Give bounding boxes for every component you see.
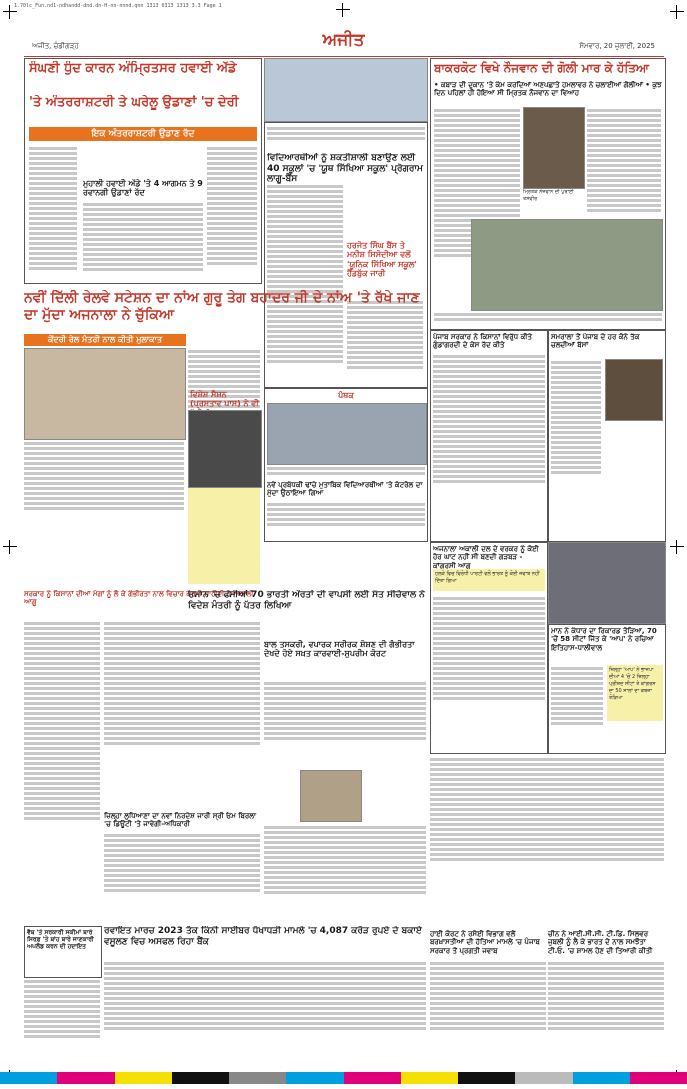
registration-mark (3, 5, 17, 19)
education-photo (264, 58, 428, 122)
fog-inner-head: ਮੁਹਾਲੀ ਹਵਾਈ ਅੱਡੇ 'ਤੇ 4 ਆਗਮਨ ਤੇ 9 ਰਵਾਨਗੀ ਉਡਾਣਾਂ ਰੱਦ (83, 179, 203, 198)
oman-body (104, 620, 260, 810)
court-body (264, 680, 426, 770)
sarkar-headline: ਸਰਕਾਰ ਨੂੰ ਕਿਸਾਨਾਂ ਦੀਆਂ ਮੰਗਾਂ ਨੂੰ ਲੈ ਕੇ ਗੰਭੀਰਤਾ ਨਾਲ ਵਿਚਾਰ ਕਰਨੀ ਚਾਹੀਦੀ ਹੈ-ਅਕਾਲੀ ਆਗੂ (24, 590, 254, 607)
panth-photo (267, 403, 427, 465)
kandahar-photo (548, 542, 666, 624)
transport-story (548, 330, 666, 542)
oman-headline: ਓਮਾਨ 'ਚ ਫਸੀਆਂ 70 ਭਾਰਤੀ ਔਰਤਾਂ ਦੀ ਵਾਪਸੀ ਲਈ ਸੰਤ ਸੀਚੇਵਾਲ ਨੇ ਵਿਦੇਸ਼ ਮੰਤਰੀ ਨੂੰ ਪੱਤਰ ਲਿਖਿਆ (188, 590, 425, 611)
jail-court-headline: ਜ਼ਿਲ੍ਹਾ ਲੁਧਿਆਣਾ ਦਾ ਨਵਾਂ ਨਿਰਦੇਸ਼ ਜਾਰੀ ਸ੍ਰੀ ਓਮ ਬਿਰਲਾ 'ਚ ਡਿਊਟੀ 'ਤੇ ਜਾਵੇਗੀ-ਅਧਿਕਾਰੀ (104, 812, 256, 829)
panth-body (267, 501, 425, 539)
left-box-headline: ਵੈਬ 'ਤੇ ਸਰਕਾਰੀ ਸਕੀਮਾਂ ਬਾਰੇ ਸਿਰਫ਼ 'ਤੇ ਬਾਂਹ ਬਾਰੇ ਜਾਣਕਾਰੀ ਅਪਲੋਡ ਕਰਨ ਦੀ ਹਦਾਇਤ (27, 929, 94, 951)
court-photo (300, 770, 362, 822)
transport-photo (605, 359, 663, 421)
registration-mark (670, 540, 684, 554)
court-headline: ਬਾਲ ਤਸਕਰੀ, ਵਪਾਰਕ ਸਰੀਰਕ ਸ਼ੋਸ਼ਣ ਦੀ ਗੰਭੀਰਤਾ ਦੇਖਦੇ ਹੋਏ ਸਖ਼ਤ ਕਾਰਵਾਈ-ਸੁਪਰੀਮ ਕੋਰਟ (264, 640, 415, 659)
education-story (264, 122, 428, 388)
shooting-caption (434, 311, 662, 327)
shooting-headline: ਬਾਕਰਕੋਟ ਵਿਖੇ ਨੌਜਵਾਨ ਦੀ ਗੋਲੀ ਮਾਰ ਕੇ ਹੱਤਿਆ (434, 61, 649, 75)
kandahar-story (548, 624, 666, 754)
court-body-2 (264, 824, 426, 934)
shooting-bullets: • ਕਬਾੜ ਦੀ ਦੁਕਾਨ 'ਤੇ ਕੰਮ ਕਰਦਿਆਂ ਅਣਪਛਾਤੇ ਹਮਲਾਵਰ ਨੇ ਚਲਾਈਆਂ ਗੋਲੀਆਂ • ਕੁਝ ਦਿਨ ਪਹਿਲਾਂ ਹੀ ਹੋਇਆ ਸੀ ਮ੍ਰਿਤਕ ਨੌਜਵਾਨ ਦਾ ਵਿਆਹ (434, 81, 662, 98)
edu-caption (267, 125, 425, 151)
edu-headline: ਵਿਦਿਆਰਥੀਆਂ ਨੂੰ ਸ਼ਕਤੀਸ਼ਾਲੀ ਬਣਾਉਣ ਲਈ 40 ਸਕੂਲਾਂ 'ਚ 'ਯੂਥ ਸਿੱਖਿਆ ਸਕੂਲ' ਪ੍ਰੋਗਰਾਮ ਲਾਗੂ-ਬੈਂਸ (267, 153, 423, 185)
kandahar-box-text: ਜ਼ਿਲ੍ਹਾ 'ਆਪ' ਨੇ ਭਾਜਪਾ ਦੀਆਂ 4 'ਚੋਂ 2 ਜ਼ਿਲ੍ਹਾ ਪ੍ਰੀਸ਼ਦ ਸੀਟਾਂ ਤੇ ਕਾਂਗਰਸ ਦਾ 50 ਸਾਲਾਂ ਦਾ ਕਬਜ਼ਾ ਤੋੜਿਆ (609, 667, 656, 701)
victim-photo (523, 107, 585, 189)
bottom-mid-body (430, 960, 546, 1070)
victim-photo-caption: ਮ੍ਰਿਤਕ ਨੌਜਵਾਨ ਦੀ ਪੁਰਾਣੀ ਤਸਵੀਰ (523, 189, 574, 202)
fog-story (24, 58, 262, 284)
left-column-body (24, 620, 100, 920)
panth-caption (267, 465, 425, 479)
crime-scene-photo (471, 219, 663, 311)
protest-box-text: ਹਲਕੇ ਵਿਚ ਵਿਰੋਧੀ ਪਾਰਟੀ ਵਲੋਂ ਭਾਰਤ ਨੂੰ ਕੋਈ ਜਵਾਬ ਨਹੀਂ ਦਿੱਤਾ ਗਿਆ (435, 571, 540, 584)
police-story (430, 542, 548, 754)
edu-quote: ਹਰਜੋਤ ਸਿੰਘ ਬੈਂਸ ਤੇ ਮਨੀਸ਼ ਸਿਸੋਦੀਆ ਵਲੋਂ 'ਯੂਨਿਕ ਸਿੱਖਿਆ ਸਕੂਲ' ਹੈਂਡਬੁੱਕ ਜਾਰੀ (347, 241, 417, 279)
leader-photo (188, 410, 262, 488)
railway-subhead: ਕੇਂਦਰੀ ਰੇਲ ਮੰਤਰੀ ਨਾਲ ਕੀਤੀ ਮੁਲਾਕਾਤ (24, 334, 186, 346)
kandahar-box (607, 665, 663, 721)
railway-body (24, 440, 184, 540)
transport-headline: ਸਮਰਾਲਾ ਤੋਂ ਪੰਜਾਬ ਦੇ ਹਰ ਕੋਨੇ ਤੱਕ ਚਲਦੀਆਂ ਬੱਸਾਂ (551, 333, 640, 350)
registration-mark (3, 540, 17, 554)
masthead-date: ਸੋਮਵਾਰ, 20 ਜ਼ੁਲਾਈ, 2025 (579, 42, 655, 50)
shooting-body-2 (587, 107, 661, 227)
kandahar-headline: ਮਾਨ ਨੇ ਕੰਧਾਰ ਦਾ ਰਿਕਾਰਡ ਤੋੜਿਆ, 70 'ਚੋਂ 58 ਸੀਟਾਂ ਜਿੱਤ ਕੇ 'ਆਪ' ਨੇ ਰਚਿਆ ਇਤਿਹਾਸ-ਧਾਲੀਵਾਲ (551, 627, 657, 652)
fog-headline-2: 'ਤੇ ਅੰਤਰਰਾਸ਼ਟਰੀ ਤੇ ਘਰੇਲੂ ਉਡਾਣਾਂ 'ਚ ਦੇਰੀ (29, 95, 239, 110)
registration-mark (670, 5, 684, 19)
protest-box (433, 569, 545, 591)
edu-body (267, 183, 343, 383)
left-box (24, 926, 102, 978)
punjab-gov-story (430, 330, 548, 542)
punjab-gov-body (433, 353, 545, 539)
color-calibration-bar (0, 1072, 687, 1084)
transport-body (551, 359, 601, 539)
police-headline: ਅਜਨਾਲਾ ਅਕਾਲੀ ਦਲ ਦੇ ਵਰਕਰ ਨੂੰ ਕੋਈ ਹੋਰ ਘਾਟ ਨਹੀਂ ਸੀ ਬਣਦੀ ਗੜਬੜ - ਕਾਂਗਰਸੀ ਆਗੂ (433, 545, 539, 570)
panth-headline: ਨਵੇਂ ਪ੍ਰਬੰਧਕੀ ਢਾਂਚੇ ਮੁਤਾਬਿਕ ਵਿਦਿਆਰਥੀਆਂ 'ਤੇ ਕੰਟਰੋਲ ਦਾ ਮੁੱਦਾ ਉਠਾਇਆ ਗਿਆ (267, 481, 423, 498)
masthead-title: ਅਜੀਤ (322, 30, 365, 50)
railway-highlight (188, 488, 260, 584)
bottom-right-body (548, 960, 664, 1070)
fog-body-3 (207, 145, 257, 279)
police-body (433, 595, 545, 751)
bottom-right-headline: ਚੀਨ ਨੇ ਆਈ.ਸੀ.ਸੀ. ਟੀ.ਡਿ. ਸਿਲਵਰ ਜੁਬਲੀ ਨੂੰ ਲੈ ਕੇ ਭਾਰਤ ਦੇ ਨਾਲ ਸਮਝੌਤਾ ਟੀ.ਓ. 'ਚ ਸ਼ਾਮਲ ਹੋਣ ਦੀ ਤਿਆਰੀ ਕੀਤੀ (548, 930, 653, 955)
kandahar-body (551, 665, 603, 751)
panth-story (264, 388, 428, 542)
fog-headline-1: ਸੰਘਣੀ ਧੁੰਦ ਕਾਰਨ ਅੰਮ੍ਰਿਤਸਰ ਹਵਾਈ ਅੱਡੇ (29, 61, 237, 76)
bottom-headline: ਰਵਾਇਤ ਮਾਰਚ 2023 ਤੱਕ ਕਿੰਨੀ ਸਾਈਬਰ ਧੋਖਾਧੜੀ ਮਾਮਲੇ 'ਚ 4,087 ਕਰੋੜ ਰੁਪਏ ਦੇ ਬਕਾਏ ਵਸੂਲਣ ਵਿਚ ਅਸਫਲ ਰਿਹਾ ਬੈਂਕ (104, 926, 422, 947)
shooting-story (430, 58, 666, 330)
file-info-bar: 1.70lc_Fun.nd1-ndhandd-dnd.dn-H-nn-nnnd.qnn 1313 0313 1313 3.3 Fage 1 (14, 3, 222, 9)
mid-right-body (430, 756, 664, 926)
railway-side-head: ਵਿਸ਼ੇਸ਼ ਸੈਸ਼ਨ (ਪ੍ਰਸਤਾਵ ਪਾਸ) ਨੇ ਵੀ (190, 390, 259, 409)
registration-mark (336, 3, 350, 17)
bottom-mid-headline: ਹਾਈ ਕੋਰਟ ਨੇ ਰਸੋਈ ਵਿਭਾਗ ਵਲੋਂ ਬਰਖ਼ਾਸਤੀਆਂ ਦੀ ਹੱਤਿਆ ਮਾਮਲੇ 'ਚ ਪੰਜਾਬ ਸਰਕਾਰ ਤੋਂ ਪ੍ਰਗਤੀ ਜਵਾਬ (430, 930, 540, 955)
railway-headline: ਨਵੀਂ ਦਿੱਲੀ ਰੇਲਵੇ ਸਟੇਸ਼ਨ ਦਾ ਨਾਂਅ ਗੁਰੂ ਤੇਗ ਬਹਾਦਰ ਜੀ ਦੇ ਨਾਂਅ 'ਤੇ ਰੱਖੇ ਜਾਣ ਦਾ ਮੁੱਦਾ ਅਜਨਾਲਾ ਨੇ ਚੁੱਕਿਆ (24, 290, 420, 323)
fog-subhead: ਇਕ ਅੰਤਰਰਾਸ਼ਟਰੀ ਉਡਾਣ ਰੱਦ (29, 127, 257, 141)
left-box-body (24, 978, 100, 1070)
bottom-body (104, 960, 426, 1070)
masthead-left: ਅਜੀਤ, ਚੰਡੀਗੜ੍ਹ (32, 42, 79, 50)
railway-photo (24, 348, 186, 440)
jail-court-body (104, 832, 260, 922)
fog-body (29, 145, 77, 279)
punjab-gov-headline: ਪੰਜਾਬ ਸਰਕਾਰ ਨੇ ਕਿਸਾਨਾਂ ਵਿਰੁੱਧ ਕੀਤੇ ਗੁੰਡਾਗਰਦੀ ਦੇ ਕੇਸ ਰੱਦ ਕੀਤੇ (433, 333, 532, 350)
fog-body-2 (83, 201, 203, 279)
panth-label: ਪੰਥਕ (338, 391, 354, 400)
